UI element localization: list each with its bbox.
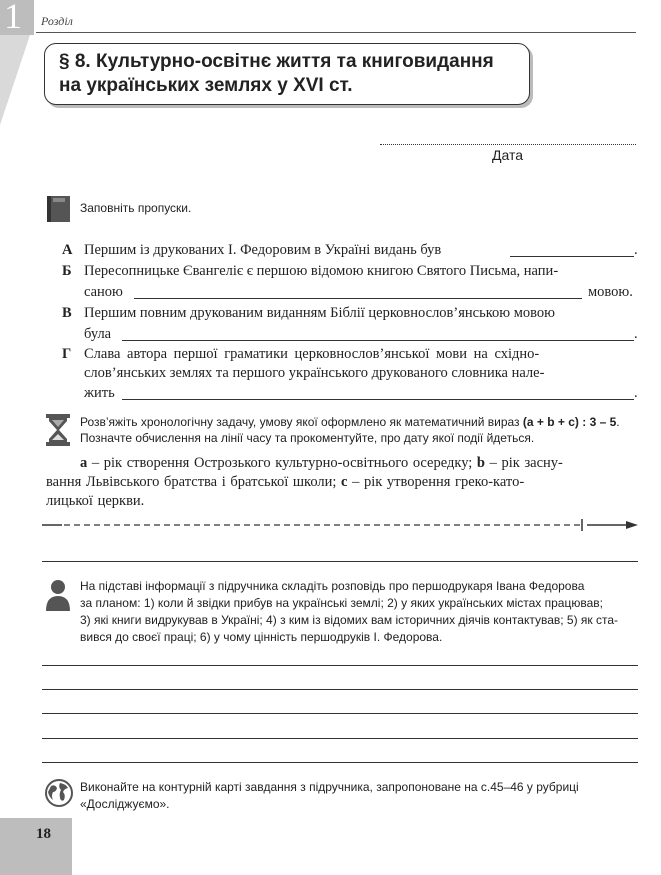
item-text: Слава автора першої граматики церковнослов’янської мови на східно- — [84, 346, 540, 362]
task2-instruction-end: . — [616, 415, 620, 429]
section-word: Розділ — [41, 14, 73, 28]
timeline[interactable] — [42, 518, 640, 532]
task2-line-3 — [46, 492, 640, 511]
answer-blank[interactable] — [510, 243, 634, 257]
answer-line[interactable] — [42, 665, 638, 666]
globe-icon — [44, 778, 74, 808]
var-a-text: – рік створення Острозького культурно-освітнього осередку; — [87, 455, 477, 471]
item-text: Першим повним друкованим виданням Біблії церковнослов’янською мовою — [84, 305, 555, 321]
task2-instruction-b: Позначте обчислення на лінії часу та прокоментуйте, про дату якої події йдеться. — [80, 431, 535, 445]
var-b: b — [476, 455, 485, 471]
item-letter: В — [62, 305, 72, 321]
var-c: с — [341, 474, 348, 490]
var-a: а — [80, 455, 88, 471]
date-label: Дата — [492, 147, 524, 163]
answer-blank[interactable] — [122, 327, 634, 341]
title-line-1: § 8. Культурно-освітнє життя та книговидання — [59, 51, 494, 72]
answer-line[interactable] — [42, 689, 638, 690]
page-number: 18 — [36, 826, 51, 842]
item-text: Пересопницьке Євангеліє є першою відомою книгою Святого Письма, напи- — [84, 263, 559, 279]
header-divider — [36, 32, 636, 33]
task4-instruction — [80, 779, 640, 813]
chapter-number: 1 — [4, 0, 22, 36]
task4-line-2: «Досліджуємо». — [80, 797, 170, 811]
item-text-cont: жить — [84, 385, 115, 401]
var-c-text: – рік утворення греко-като- — [347, 474, 525, 490]
task3-line: за планом: 1) коли й звідки прибув на українські землі; 2) у яких українських містах працював; — [80, 596, 603, 610]
item-end: . — [634, 385, 638, 401]
task3-line: вився до своєї праці; 6) у чому цінність першодруків І. Федорова. — [80, 630, 443, 644]
person-icon — [44, 578, 72, 612]
var-c-text-cont: лицької церкви. — [46, 493, 145, 509]
item-end: . — [634, 326, 638, 342]
answer-line[interactable] — [42, 738, 638, 739]
hourglass-icon — [44, 413, 72, 447]
task2-instruction — [80, 414, 640, 446]
task2-conditions — [46, 454, 640, 511]
task3-line: 3) які книги видрукував в Україні; 4) з ким із відомих вам історичних діячів контактував; 5) як ста- — [80, 613, 619, 627]
task2-line-1 — [80, 454, 640, 473]
side-decoration — [0, 35, 30, 125]
book-icon — [44, 194, 72, 224]
item-letter: Б — [62, 263, 72, 279]
answer-line[interactable] — [42, 762, 638, 763]
answer-blank[interactable] — [122, 386, 634, 400]
var-b-text: – рік засну- — [485, 455, 563, 471]
title-box — [44, 43, 530, 105]
item-end: . — [634, 242, 638, 258]
task3-instruction — [80, 578, 640, 646]
task2-formula: (а + b + с) : 3 – 5 — [522, 415, 617, 429]
task4-line-1: Виконайте на контурній карті завдання з підручника, запропоноване на с.45–46 у рубриці — [80, 780, 579, 794]
answer-blank[interactable] — [134, 285, 582, 299]
item-letter: Г — [62, 346, 72, 362]
item-text-cont: саною — [84, 284, 123, 300]
task2-line-2 — [46, 473, 640, 492]
answer-line[interactable] — [42, 713, 638, 714]
answer-line[interactable] — [42, 561, 638, 562]
date-field-line[interactable] — [380, 144, 636, 145]
task3-line: На підставі інформації з підручника складіть розповідь про першодрукаря Івана Федорова — [80, 579, 585, 593]
item-letter: А — [62, 242, 73, 258]
item-text-cont: була — [84, 326, 112, 342]
item-end: мовою. — [588, 284, 633, 300]
item-text: Першим із друкованих І. Федоровим в Україні видань був — [84, 242, 442, 258]
task2-instruction-a: Розв’яжіть хронологічну задачу, умову якої оформлено як математичний вираз — [80, 415, 520, 429]
page-title — [59, 50, 519, 98]
task1-instruction: Заповніть пропуски. — [80, 201, 192, 215]
title-line-2: на українських землях у XVI ст. — [59, 75, 353, 96]
var-b-text-cont: вання Львівського братства і братської школи; — [46, 474, 342, 490]
item-text-cont: слов’янських землях та першого українського друкованого словника нале- — [84, 365, 545, 381]
